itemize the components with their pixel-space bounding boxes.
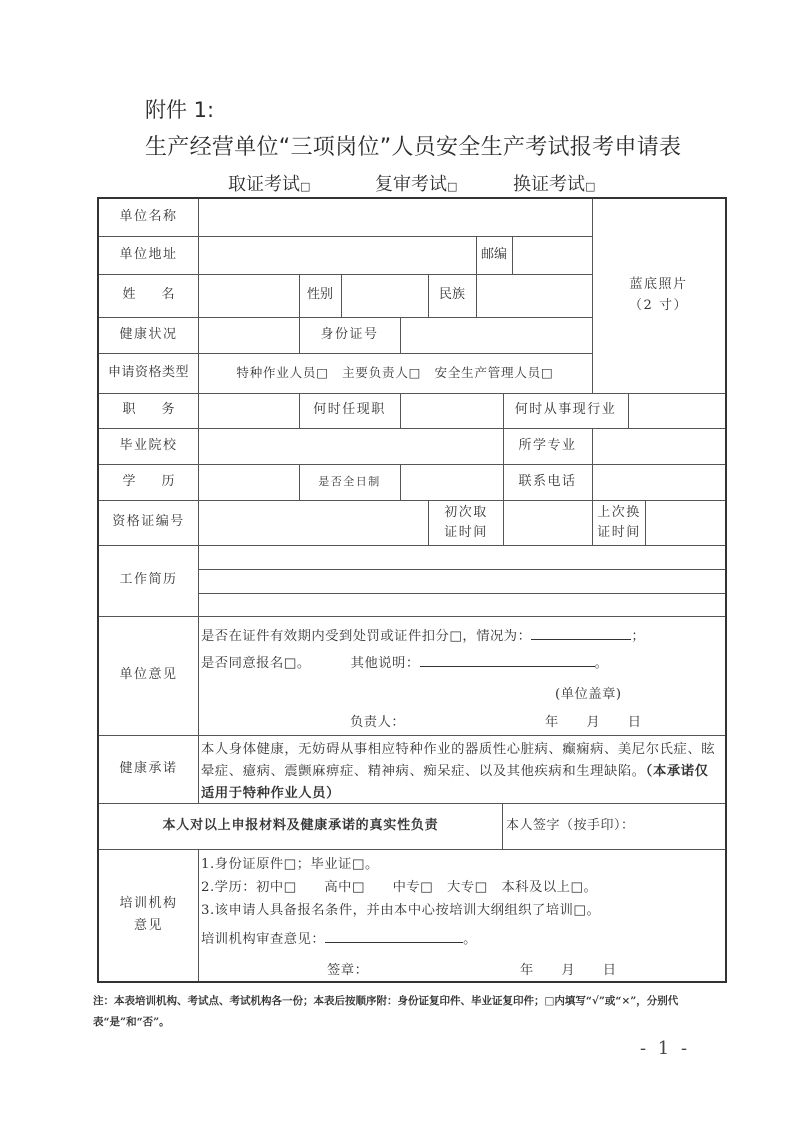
- qualification-options[interactable]: 特种作业人员□ 主要负责人□ 安全生产管理人员□: [236, 365, 554, 380]
- punctuation: 。: [463, 932, 477, 947]
- unit-opinion-penalty-line: [201, 625, 645, 644]
- label-health: 健康状况: [119, 326, 178, 342]
- grid-line: [198, 593, 725, 594]
- label-industry-since: 何时从事现行业: [514, 402, 617, 418]
- label-phone: 联系电话: [518, 473, 577, 489]
- grid-line: [592, 500, 593, 545]
- application-form-table: [97, 197, 727, 983]
- exam-type-label: 换证考试: [513, 174, 585, 195]
- penalty-details-field[interactable]: [531, 627, 631, 640]
- training-label-line-2: 意见: [133, 918, 163, 933]
- photo-size: （2 寸）: [629, 298, 688, 313]
- unit-seal-label: (单位盖章): [555, 687, 622, 702]
- label-major: 所学专业: [518, 437, 577, 453]
- unit-opinion-date: 年 月 日: [545, 715, 642, 730]
- grid-line: [645, 500, 646, 545]
- training-item-2: 2.学历：初中□ 高中□ 中专□ 大专□ 本科及以上□。: [201, 880, 598, 895]
- form-title: 生产经营单位“三项岗位”人员安全生产考试报考申请表: [145, 135, 682, 160]
- label-health-pledge: 健康承诺: [119, 760, 178, 776]
- label-ethnicity: 民族: [438, 287, 465, 303]
- page-number: - 1 -: [640, 1038, 691, 1059]
- training-review-field[interactable]: [325, 930, 463, 943]
- exam-type-renewal[interactable]: [513, 170, 595, 196]
- health-pledge-line-1: 本人身体健康，无妨碍从事相应特种作业的器质性心脏病、癫痫病、美尼尔氏症、眩: [201, 742, 716, 757]
- grid-line: [476, 274, 477, 317]
- grid-line: [592, 428, 593, 464]
- label-work-history: 工作简历: [119, 572, 178, 588]
- agree-question: 是否同意报名□。: [201, 656, 311, 671]
- footer-note: 注：本表培训机构、考试点、考试机构各一份；本表后按顺序附：身份证复印件、毕业证复印件；□内填写“√”或“×”，分别代表“是”和“否”。: [93, 995, 679, 1028]
- exam-type-review[interactable]: [375, 170, 457, 196]
- label-name: 姓 名: [122, 287, 175, 303]
- other-notes-label: 其他说明：: [350, 656, 420, 671]
- health-pledge-line-3: 适用于特种作业人员）: [201, 786, 340, 801]
- exam-type-label: 取证考试: [228, 174, 300, 195]
- checkbox-icon[interactable]: □: [300, 180, 311, 193]
- checkbox-icon[interactable]: □: [585, 180, 596, 193]
- grid-line: [628, 393, 629, 428]
- unit-opinion-agree-line: [201, 652, 608, 671]
- grid-line: [592, 464, 593, 500]
- grid-line: [400, 393, 401, 428]
- label-training-opinion: [99, 849, 198, 981]
- label-unit-address: 单位地址: [119, 246, 178, 262]
- grid-line: [400, 317, 401, 353]
- label-postcode: 邮编: [480, 246, 507, 262]
- signature-field[interactable]: 本人签字（按手印）：: [506, 817, 635, 833]
- grid-line: [341, 274, 342, 317]
- unit-name-field[interactable]: [199, 200, 591, 235]
- other-notes-field[interactable]: [420, 654, 595, 667]
- label-education: 学 历: [122, 473, 175, 489]
- label-school: 毕业院校: [119, 437, 178, 453]
- exam-type-certification[interactable]: [228, 170, 310, 196]
- label-gender: 性别: [306, 287, 333, 303]
- label-id-number: 身份证号: [320, 326, 379, 342]
- grid-line: [400, 464, 401, 500]
- label-full-time: 是否全日制: [318, 475, 381, 489]
- training-review-label: 培训机构审查意见：: [201, 932, 326, 947]
- label-last-renewal-time: 上次换证时间: [597, 504, 641, 540]
- grid-line: [428, 500, 429, 545]
- health-pledge-text: 晕症、癔病、震颤麻痹症、精神病、痴呆症、以及其他疾病和生理缺陷。: [201, 764, 646, 779]
- grid-line: [503, 500, 504, 545]
- grid-line: [198, 569, 725, 570]
- label-unit-name: 单位名称: [119, 209, 178, 225]
- health-pledge-scope: （本承诺仅: [645, 764, 709, 779]
- photo-label: 蓝底照片: [629, 277, 688, 293]
- label-cert-number: 资格证编号: [112, 514, 185, 530]
- label-unit-opinion: 单位意见: [119, 667, 178, 683]
- training-item-1: 1.身份证原件□；毕业证□。: [201, 857, 379, 872]
- training-review-line: [201, 928, 477, 947]
- label-position: 职 务: [122, 402, 175, 418]
- exam-type-label: 复审考试: [375, 174, 447, 195]
- attachment-label: 附件 1:: [145, 98, 215, 122]
- label-qualification-type: 申请资格类型: [107, 364, 189, 380]
- responsible-person-label: 负责人：: [350, 715, 406, 730]
- punctuation: 。: [594, 656, 609, 671]
- checkbox-icon[interactable]: □: [447, 180, 458, 193]
- punctuation: ；: [631, 629, 646, 644]
- training-date: 年 月 日: [520, 963, 617, 978]
- health-pledge-line-2: [201, 760, 709, 779]
- training-item-3: 3.该申请人具备报名条件，并由本中心按培训大纲组织了培训□。: [201, 903, 601, 918]
- penalty-question: 是否在证件有效期内受到处罚或证件扣分□，情况为：: [201, 629, 532, 644]
- photo-placeholder[interactable]: [592, 199, 725, 393]
- grid-line: [512, 236, 513, 274]
- training-seal-label: 签章：: [327, 963, 369, 978]
- authenticity-statement: 本人对以上申报材料及健康承诺的真实性负责: [162, 817, 439, 833]
- label-current-position-since: 何时任现职: [313, 402, 386, 418]
- training-label-line-1: 培训机构: [119, 896, 178, 911]
- label-first-cert-time: 初次取证时间: [444, 504, 488, 540]
